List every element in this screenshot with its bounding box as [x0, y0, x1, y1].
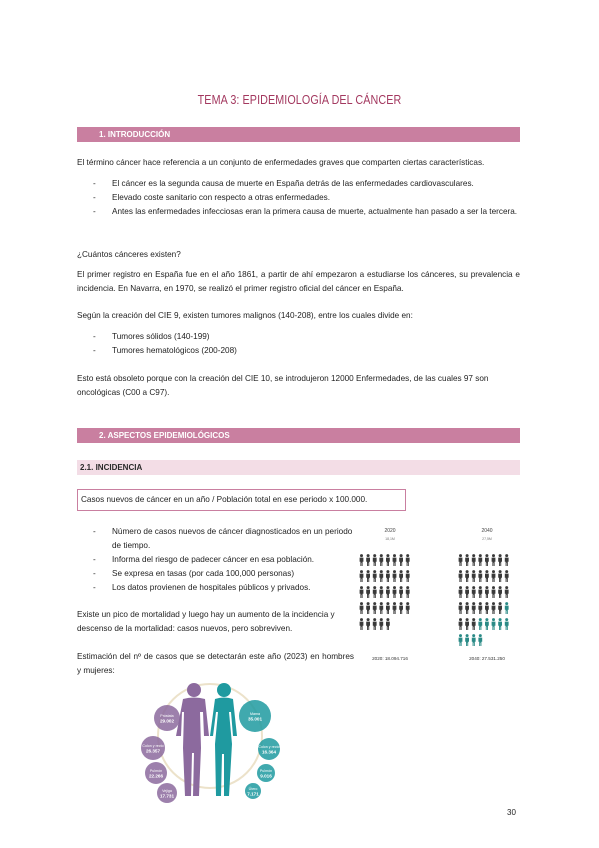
person-icon: [492, 570, 496, 582]
female-silhouette: [210, 683, 237, 796]
person-icon: [505, 618, 509, 630]
caption-2020: 2020: 18.094.716: [372, 656, 408, 661]
person-icon: [478, 554, 482, 566]
person-icon: [465, 554, 469, 566]
intro-paragraph: El término cáncer hace referencia a un conjunto de enfermedades graves que comparten ciertas características.: [77, 158, 485, 167]
bubble-value: 26.357: [145, 748, 161, 754]
person-icon: [492, 586, 496, 598]
estimate-paragraph: Estimación del nº de casos que se detectarán este año (2023) en hombres y mujeres:: [77, 652, 354, 675]
person-icon: [379, 602, 383, 614]
person-icon: [379, 570, 383, 582]
person-icon: [465, 618, 469, 630]
list-item: - Informa del riesgo de padecer cáncer en esa población.: [93, 553, 353, 567]
person-icon: [485, 554, 489, 566]
person-icon: [472, 586, 476, 598]
list-item: - El cáncer es la segunda causa de muerte en España detrás de las enfermedades cardiovasculares.: [93, 177, 518, 191]
tumor-types-list: [93, 330, 393, 358]
page-title: TEMA 3: EPIDEMIOLOGÍA DEL CÁNCER: [197, 93, 402, 107]
person-icon: [459, 634, 463, 646]
person-icon: [406, 570, 410, 582]
person-icon: [465, 570, 469, 582]
mortality-paragraph: Existe un pico de mortalidad y luego hay un aumento de la incidencia y descenso de la mortalidad: casos nuevos, pero sobreviven.: [77, 610, 335, 633]
person-icon: [485, 618, 489, 630]
person-icon: [465, 634, 469, 646]
person-icon: [373, 618, 377, 630]
person-icon: [505, 554, 509, 566]
bubble-value: 22.266: [148, 773, 164, 779]
person-icon: [498, 618, 502, 630]
list-item: - Antes las enfermedades infecciosas eran la primera causa de muerte, actualmente han pasado a ser la tercera.: [93, 205, 518, 219]
year-2020-sublabel: 18,1M: [385, 537, 395, 541]
bubble-label: Pulmón: [149, 769, 163, 773]
person-icon: [360, 554, 364, 566]
year-2020-label: 2020: [384, 528, 396, 534]
subsection-header-incidencia: 2.1. INCIDENCIA: [77, 460, 520, 475]
person-icon: [472, 570, 476, 582]
population-pictogram-figure: [357, 524, 523, 664]
person-icon: [386, 602, 390, 614]
person-icon: [399, 586, 403, 598]
bubble-label: Vejiga: [162, 789, 172, 793]
person-icon: [406, 586, 410, 598]
person-icon: [386, 570, 390, 582]
person-icon: [498, 570, 502, 582]
incidence-formula-box: Casos nuevos de cáncer en un año / Población total en ese periodo x 100.000.: [77, 489, 406, 511]
bubble-label: Próstata: [160, 714, 174, 718]
bubble-label: Colon y recto: [258, 745, 280, 749]
cancer-facts-list: [93, 177, 518, 219]
person-icon: [478, 618, 482, 630]
person-icon: [386, 618, 390, 630]
person-icon: [393, 570, 397, 582]
list-item: - Se expresa en tasas (por cada 100,000 personas): [93, 567, 353, 581]
cie9-paragraph: Según la creación del CIE 9, existen tumores malignos (140-208), entre los cuales divide en:: [77, 311, 413, 320]
person-icon: [492, 554, 496, 566]
person-icon: [478, 586, 482, 598]
person-icon: [459, 618, 463, 630]
person-icon: [366, 586, 370, 598]
list-item: - Tumores sólidos (140-199): [93, 330, 393, 344]
person-icon: [472, 634, 476, 646]
bubble-label: Colon y recto: [142, 744, 164, 748]
person-icon: [459, 570, 463, 582]
person-icon: [459, 586, 463, 598]
people-2020-group: [360, 554, 410, 630]
person-icon: [472, 602, 476, 614]
registry-paragraph: El primer registro en España fue en el año 1861, a partir de ahí empezaron a estudiarse los cánceres, su prevalencia e incidencia. En Navarra, en 1970, se realizó el primer registro oficial del cáncer en España.: [77, 270, 520, 293]
person-icon: [360, 602, 364, 614]
person-icon: [373, 586, 377, 598]
person-icon: [360, 570, 364, 582]
bubble-value: 9.016: [260, 773, 272, 779]
bubble-value: 7.171: [247, 791, 259, 797]
person-icon: [386, 586, 390, 598]
person-icon: [379, 618, 383, 630]
person-icon: [373, 570, 377, 582]
person-icon: [373, 602, 377, 614]
list-item: - Elevado coste sanitario con respecto a otras enfermedades.: [93, 191, 518, 205]
person-icon: [505, 586, 509, 598]
person-icon: [472, 554, 476, 566]
person-icon: [485, 586, 489, 598]
list-item: - Número de casos nuevos de cáncer diagnosticados en un periodo de tiempo.: [93, 525, 353, 553]
person-icon: [478, 602, 482, 614]
person-icon: [373, 554, 377, 566]
estimated-cases-body-figure: [136, 678, 284, 803]
list-item: - Los datos provienen de hospitales públicos y privados.: [93, 581, 353, 595]
person-icon: [498, 586, 502, 598]
bubble-value: 16.364: [261, 749, 277, 755]
person-icon: [459, 554, 463, 566]
person-icon: [505, 570, 509, 582]
person-icon: [393, 554, 397, 566]
person-icon: [485, 570, 489, 582]
bubble-label: Útero: [248, 787, 258, 791]
person-icon: [505, 602, 509, 614]
person-icon: [399, 554, 403, 566]
person-icon: [360, 586, 364, 598]
person-icon: [386, 554, 390, 566]
bubble-label: Mama: [250, 712, 260, 716]
person-icon: [478, 634, 482, 646]
people-2040-group: [459, 554, 509, 646]
person-icon: [485, 602, 489, 614]
person-icon: [366, 570, 370, 582]
question-heading: ¿Cuántos cánceres existen?: [77, 250, 181, 259]
person-icon: [360, 618, 364, 630]
person-icon: [498, 602, 502, 614]
section-header-introduccion: 1. INTRODUCCIÓN: [77, 127, 520, 142]
person-icon: [379, 586, 383, 598]
person-icon: [465, 586, 469, 598]
year-2040-sublabel: 27,5M: [482, 537, 492, 541]
person-icon: [393, 602, 397, 614]
person-icon: [379, 554, 383, 566]
person-icon: [399, 602, 403, 614]
year-2040-label: 2040: [481, 528, 493, 534]
person-icon: [492, 602, 496, 614]
bubble-value: 35.001: [247, 716, 263, 722]
person-icon: [472, 618, 476, 630]
person-icon: [459, 602, 463, 614]
section-header-epidemiologicos: 2. ASPECTOS EPIDEMIOLÓGICOS: [77, 428, 520, 443]
person-icon: [478, 570, 482, 582]
bubble-label: Pulmón: [259, 769, 273, 773]
person-icon: [406, 602, 410, 614]
incidence-facts-list: [93, 525, 353, 595]
person-icon: [399, 570, 403, 582]
person-icon: [366, 554, 370, 566]
bubble-value: 17.731: [159, 793, 175, 799]
person-icon: [393, 586, 397, 598]
person-icon: [498, 554, 502, 566]
page-number: 30: [507, 808, 516, 817]
person-icon: [366, 618, 370, 630]
caption-2040: 2040: 27.531.250: [469, 656, 505, 661]
bubble-value: 29.002: [159, 718, 175, 724]
list-item: - Tumores hematológicos (200-208): [93, 344, 393, 358]
person-icon: [465, 602, 469, 614]
person-icon: [366, 602, 370, 614]
person-icon: [492, 618, 496, 630]
person-icon: [406, 554, 410, 566]
cie10-paragraph: Esto está obsoleto porque con la creación del CIE 10, se introdujeron 12000 Enfermedades, de las cuales 97 son oncológicas (C00 a C97).: [77, 374, 489, 397]
